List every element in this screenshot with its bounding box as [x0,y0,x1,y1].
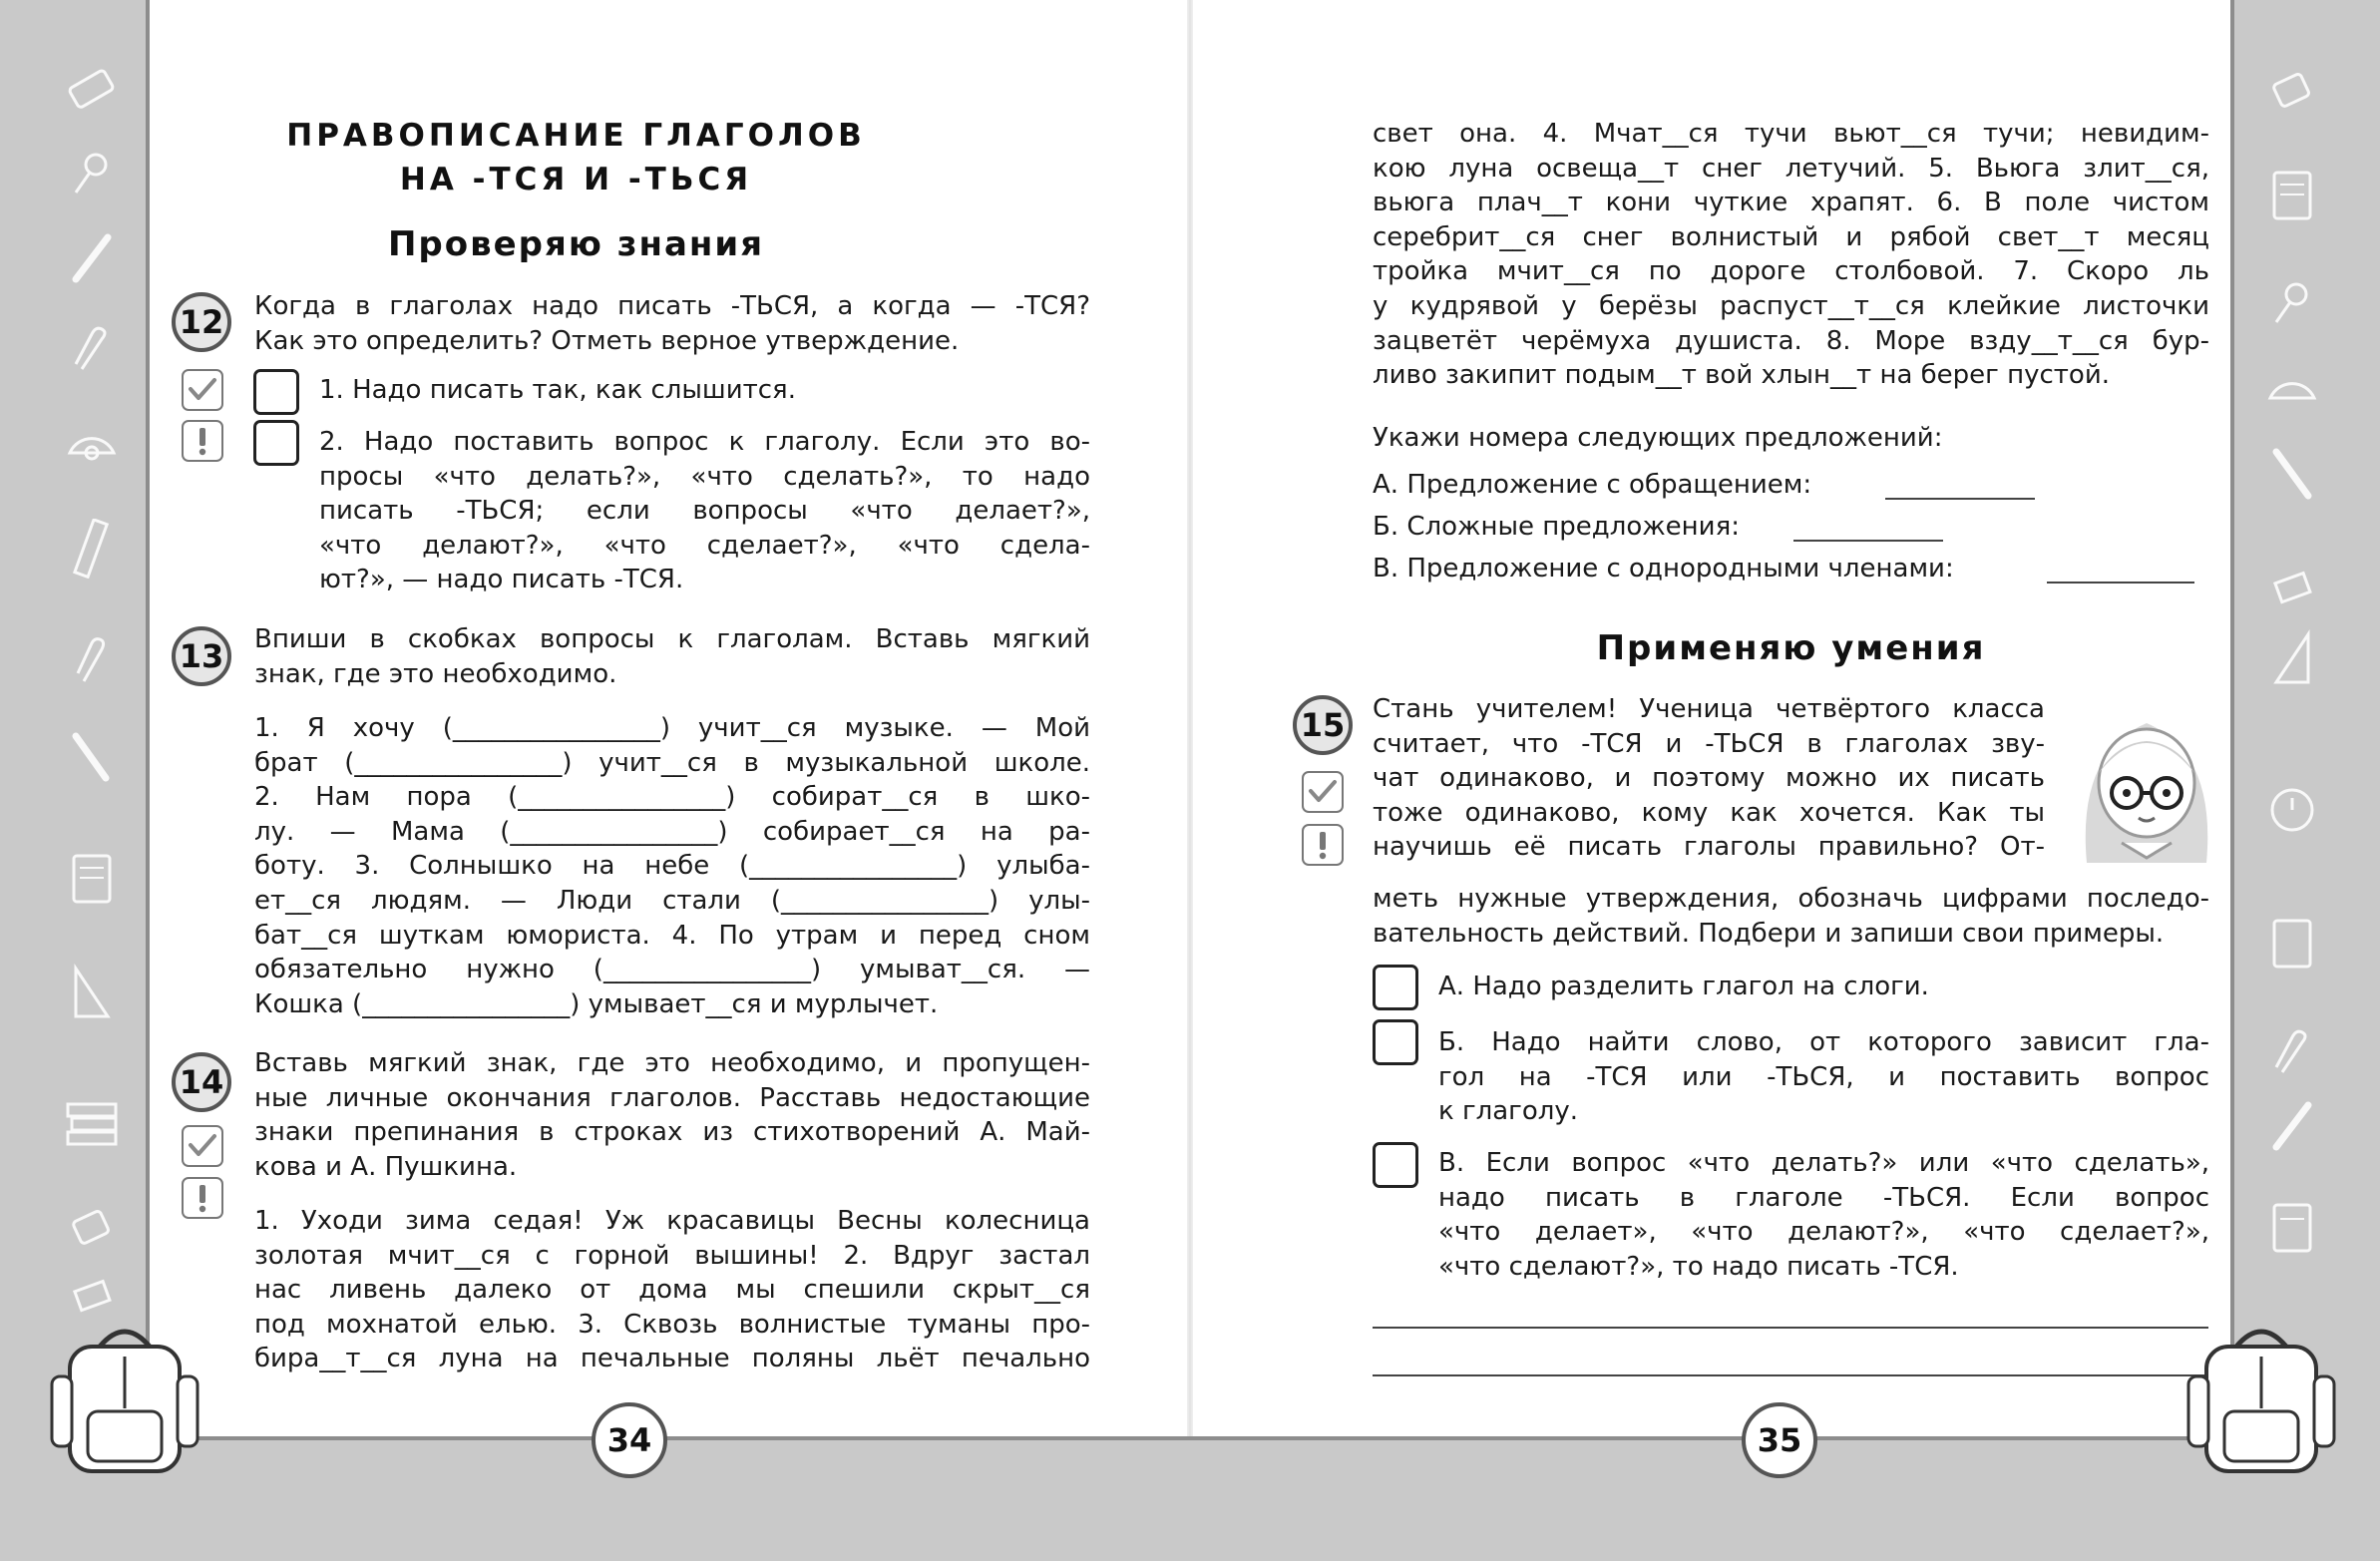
task12-option1-checkbox[interactable] [253,369,299,415]
pushpin-icon [62,145,122,204]
task14-question [254,1046,1090,1184]
set-square-icon-right [2262,628,2322,688]
item-b-answer-line[interactable] [1793,540,1943,542]
task15-option-c-line: «что сделают?», то надо писать -ТСЯ. [1438,1251,1959,1282]
backpack-icon [50,1317,199,1486]
task13-text-line: ет__ся людям. — Люди стали (________________) улы- [254,885,1090,916]
task14-continued-line: вьюга плач__т кони чуткие храпят. 6. В поле чистом [1373,188,2209,218]
task15-text-narrow [1373,692,2045,865]
sentence-numbers-instruction: Укажи номера следующих предложений: [1373,423,1943,453]
task12-option2-line: «что делают?», «что сделает?», «что сдела- [319,530,1090,561]
notepad-icon [62,848,122,908]
task12-question [254,289,1090,358]
task12-option2-checkbox[interactable] [253,420,299,466]
task12-option2-line: 2. Надо поставить вопрос к глаголу. Если это во- [319,427,1090,457]
item-c-answer-line[interactable] [2047,582,2194,584]
paperclip-icon-2 [62,633,122,693]
task14-question-line: Вставь мягкий знак, где это необходимо, и пропущен- [254,1048,1090,1078]
check-icon [1308,779,1338,805]
pencil-icon-right [2262,1097,2322,1157]
pencil-icon [62,728,122,788]
section-heading-check-knowledge: Проверяю знания [387,224,765,264]
check-mark-box [1302,771,1344,813]
task15-option-a-checkbox[interactable] [1373,965,1418,1010]
section-heading-apply-skills: Применяю умения [1596,628,1986,668]
eraser-icon [62,60,122,120]
exclamation-icon [196,426,209,456]
task15-option-a-text: А. Надо разделить глагол на слоги. [1438,972,1929,1001]
task13-text-line: Кошка (________________) умывает__ся и мурлычет. [254,988,939,1019]
task15-text-line: тоже одинаково, кому как хочется. Как ты [1373,797,2045,828]
item-b-label: Б. Сложные предложения: [1373,512,1740,542]
set-square-icon [62,963,122,1022]
task15-option-c-line: «что делает», «что делают?», «что сделает?», [1438,1217,2209,1248]
task13-question-line: знак, где это необходимо. [254,658,617,689]
task15-option-c-checkbox[interactable] [1373,1142,1418,1188]
task14-question-line: знаки препинания в строках из стихотворений А. Май- [254,1117,1090,1148]
task14-continued-line: зацветёт черёмуха душиста. 8. Море взду__т__ся бур- [1373,325,2209,356]
check-icon [188,1133,217,1159]
task14-continued-line: ливо закипит подым__т вой хлын__т на берег пустой. [1373,360,2110,391]
task14-text-line: нас ливень далеко от дома мы спешили скрыт__ся [254,1275,1090,1306]
task15-text-line: вательность действий. Подбери и запиши свои примеры. [1373,918,2165,949]
task15-text-line: считает, что -ТСЯ и -ТЬСЯ в глаголах зву- [1373,728,2045,759]
task14-continued-text [1373,117,2209,393]
item-a-label: А. Предложение с обращением: [1373,470,1812,500]
task12-question-line: Когда в глаголах надо писать -ТЬСЯ, а когда — -ТСЯ? [254,291,1090,321]
task12-option2-line: ют?», — надо писать -ТСЯ. [319,565,684,595]
page-title-line1: ПРАВОПИСАНИЕ ГЛАГОЛОВ [286,118,866,154]
protractor-icon-right [2262,354,2322,414]
task15-text-wide [1373,882,2209,951]
task15-text-line: Стань учителем! Ученица четвёртого класса [1373,694,2045,724]
task13-question-line: Впиши в скобках вопросы к глаголам. Вставь мягкий [254,624,1090,654]
exclamation-icon [1316,830,1330,860]
paperclip-icon-right [2262,1027,2322,1087]
task-number-15: 15 [1293,695,1353,755]
task15-option-c-line: надо писать в глаголе -ТЬСЯ. Если вопрос [1438,1182,2209,1213]
task13-text-line: брат (________________) учит__ся в музыкальной школе. [254,747,1090,778]
task-number-14: 14 [172,1052,231,1112]
sharpener-icon-right [2262,60,2322,120]
task13-text-line: 2. Нам пора (________________) собират__ся в шко- [254,782,1090,813]
task14-text [254,1204,1090,1376]
task15-text-line: чат одинаково, и поэтому можно их писать [1373,763,2045,794]
task14-question-line: ные личные окончания глаголов. Расставь недостающие [254,1082,1090,1113]
task14-continued-line: свет она. 4. Мчат__ся тучи вьют__ся тучи; невидим- [1373,119,2209,149]
sharpener-icon [62,1197,122,1257]
task14-text-line: золотая мчит__ся с горной вышины! 2. Вдруг застал [254,1240,1090,1271]
pen-icon [62,229,122,289]
backpack-icon [2186,1317,2336,1486]
task15-option-b-text [1438,1025,2209,1129]
exclamation-icon [196,1183,209,1213]
task15-option-b-checkbox[interactable] [1373,1019,1418,1065]
ruler-icon [62,519,122,579]
item-a-answer-line[interactable] [1885,498,2035,500]
binder-clip-icon [62,1262,122,1322]
notepad-icon-right [2262,165,2322,224]
pen-icon-right [2262,444,2322,504]
check-icon [188,377,217,403]
task14-continued-line: серебрит__ся снег волнистый и рябой свет__т месяц [1373,221,2209,252]
task12-option2-line: писать -ТЬСЯ; если вопросы «что делает?», [319,496,1090,527]
check-mark-box [182,1125,223,1167]
exclamation-mark-box [182,420,223,462]
girl-with-glasses-illustration [2067,693,2226,873]
check-mark-box [182,369,223,411]
task13-text-line: боту. 3. Солнышко на небе (________________) улыба- [254,851,1090,882]
page-number-right: 35 [1742,1402,1817,1478]
notebook-icon-right [2262,913,2322,973]
task13-text-line: лу. — Мама (________________) собирает__ся на ра- [254,816,1090,847]
task14-question-line: кова и А. Пушкина. [254,1151,518,1182]
task15-option-c-line: В. Если вопрос «что делать?» или «что сделать», [1438,1148,2209,1178]
task13-text-line: обязательно нужно (________________) умыват__ся. — [254,955,1090,985]
paperclip-icon [62,324,122,384]
task15-text-line: научишь её писать глаголы правильно? От- [1373,832,2045,863]
left-frame-line [146,0,150,1436]
notepad-icon-right-2 [2262,1197,2322,1257]
writing-answer-line[interactable] [1373,1374,2208,1376]
right-frame-line [2230,0,2234,1436]
task15-option-b-line: гол на -ТСЯ или -ТЬСЯ, и поставить вопрос [1438,1061,2209,1092]
exclamation-mark-box [1302,824,1344,866]
task12-option1-text: 1. Надо писать так, как слышится. [319,375,796,405]
task14-continued-line: у кудрявой у берёзы распуст__т__ся клейкие листочки [1373,290,2209,321]
page-title-line2: НА -ТСЯ И -ТЬСЯ [399,162,753,197]
task12-option2-text [319,425,1090,597]
task12-question-line: Как это определить? Отметь верное утверждение. [254,325,960,356]
task15-text-line: меть нужные утверждения, обозначь цифрами последо- [1373,884,2209,914]
task-number-12: 12 [172,292,231,352]
task14-text-line: 1. Уходи зима седая! Уж красавицы Весны колесница [254,1206,1090,1236]
alarm-clock-icon [2262,778,2322,838]
page-number-left: 34 [592,1402,667,1478]
task12-option2-line: просы «что делать?», «что сделать?», то надо [319,461,1090,492]
task13-text-line: бат__ся шуткам юмориста. 4. По утрам и перед сном [254,920,1090,951]
task14-continued-line: кою луна освеща__т снег летучий. 5. Вьюга злит__ся, [1373,153,2209,184]
writing-answer-line[interactable] [1373,1327,2208,1329]
task14-text-line: бира__т__ся луна на печальные поляны льёт печально [254,1344,1090,1374]
task15-option-c-text [1438,1146,2209,1284]
exclamation-mark-box [182,1177,223,1219]
item-c-label: В. Предложение с однородными членами: [1373,554,1954,584]
task14-continued-line: тройка мчит__ся по дороге столбовой. 7. Скоро ль [1373,256,2209,287]
books-icon [62,1092,122,1152]
page-gutter [1187,0,1193,1436]
pushpin-icon-right [2262,274,2322,334]
binder-clip-icon-right [2262,554,2322,613]
task14-text-line: под мохнатой елью. 3. Сквозь волнистые туманы про- [254,1309,1090,1340]
task15-option-b-line: к глаголу. [1438,1096,1579,1127]
task13-text [254,711,1090,1021]
task13-text-line: 1. Я хочу (________________) учит__ся музыке. — Мой [254,713,1090,743]
protractor-icon [62,409,122,469]
task13-question [254,622,1090,691]
task15-option-b-line: Б. Надо найти слово, от которого зависит гла- [1438,1027,2209,1057]
task-number-13: 13 [172,626,231,686]
bottom-frame-line [148,1436,2232,1440]
